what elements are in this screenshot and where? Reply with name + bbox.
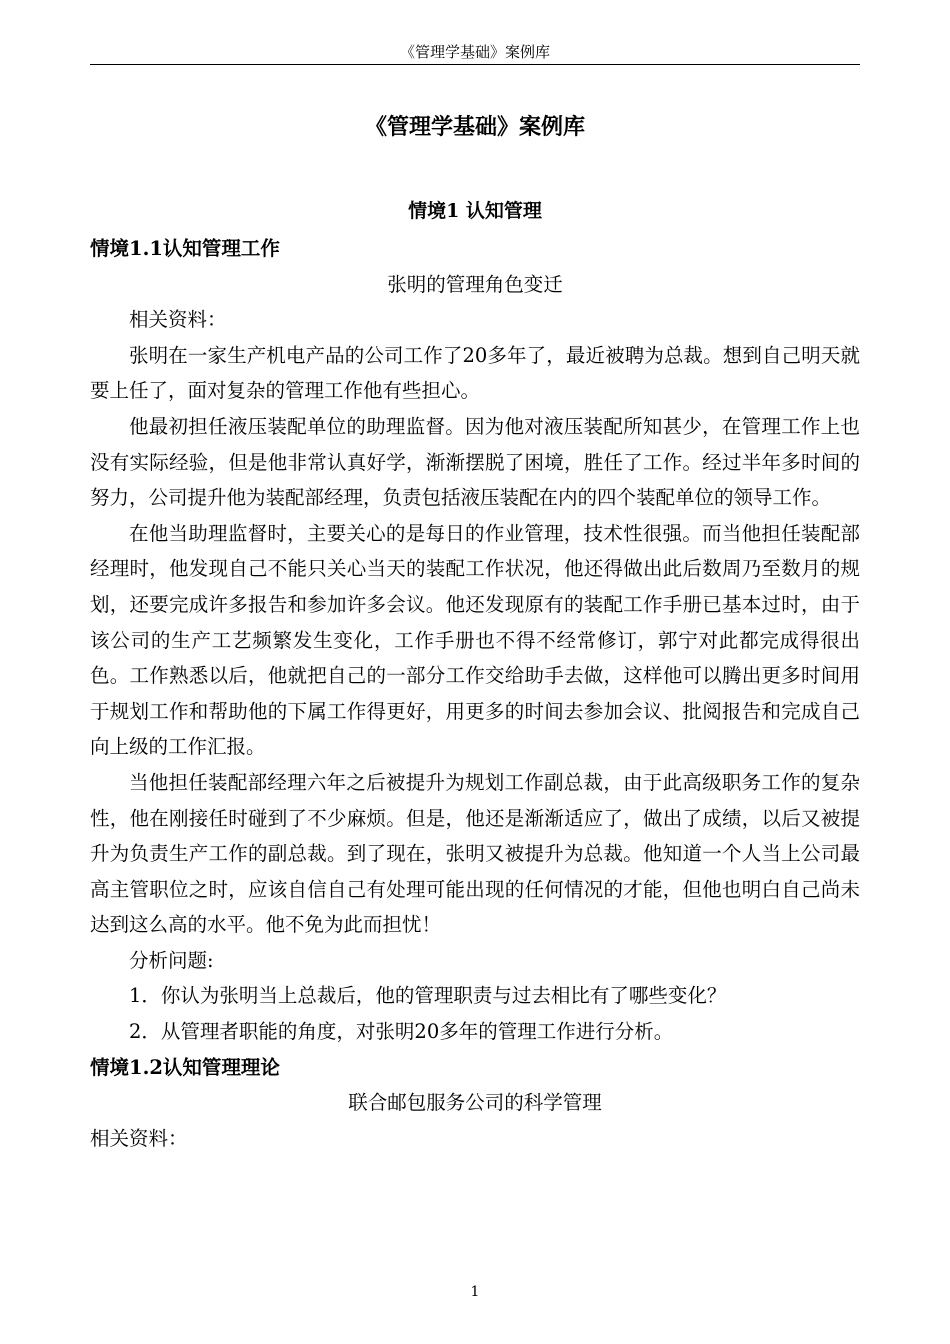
case-paragraph-3: 在他当助理监督时，主要关心的是每日的作业管理，技术性很强。而当他担任装配部经理时，他发现自己不能只关心当天的装配工作状况，他还得做出此后数周乃至数月的规划，还要完成许多报告和参加许多会议。他还发现原有的装配工作手册已基本过时，由于该公司的生产工艺频繁发生变化，工作手册也不得不经常修订，郭宁对此都完成得很出色。工作熟悉以后，他就把自己的一部分工作交给助手去做，这样他可以腾出更多时间用于规划工作和帮助他的下属工作得更好，用更多的时间去参加会议、批阅报告和完成自己向上级的工作汇报。 <box>90 521 860 759</box>
chapter-title: 情境1 认知管理 <box>408 200 542 222</box>
case-paragraph-1: 张明在一家生产机电产品的公司工作了20多年了，最近被聘为总裁。想到自己明天就要上任了，面对复杂的管理工作他有些担心。 <box>90 343 860 403</box>
header-rule <box>90 64 860 65</box>
case-title-1: 张明的管理角色变迁 <box>387 272 563 296</box>
materials-label-1: 相关资料： <box>129 308 227 332</box>
running-header: 《管理学基础》案例库 <box>399 43 550 61</box>
materials-label-2: 相关资料： <box>90 1126 188 1150</box>
document-title: 《管理学基础》案例库 <box>364 114 585 140</box>
case-title-2: 联合邮包服务公司的科学管理 <box>348 1091 602 1115</box>
case-paragraph-4: 当他担任装配部经理六年之后被提升为规划工作副总裁，由于此高级职务工作的复杂性，他在刚接任时碰到了不少麻烦。但是，他还是渐渐适应了，做出了成绩，以后又被提升为负责生产工作的副总裁。到了现在，张明又被提升为总裁。他知道一个人当上公司最高主管职位之时，应该自信自己有处理可能出现的任何情况的才能，但他也明白自己尚未达到这么高的水平。他不免为此而担忧！ <box>90 770 860 937</box>
section-heading-1-1: 情境1.1认知管理工作 <box>90 237 280 260</box>
question-2: 2．从管理者职能的角度，对张明20多年的管理工作进行分析。 <box>129 1020 674 1044</box>
question-1: 1．你认为张明当上总裁后，他的管理职责与过去相比有了哪些变化？ <box>129 984 727 1008</box>
document-body <box>90 231 860 1156</box>
section-heading-1-2: 情境1.2认知管理理论 <box>90 1055 280 1079</box>
analysis-label: 分析问题: <box>129 948 214 972</box>
case-paragraph-2: 他最初担任液压装配单位的助理监督。因为他对液压装配所知甚少，在管理工作上也没有实际经验，但是他非常认真好学，渐渐摆脱了困境，胜任了工作。经过半年多时间的努力，公司提升他为装配部经理，负责包括液压装配在内的四个装配单位的领导工作。 <box>90 414 860 510</box>
page-number: 1 <box>470 1284 480 1300</box>
